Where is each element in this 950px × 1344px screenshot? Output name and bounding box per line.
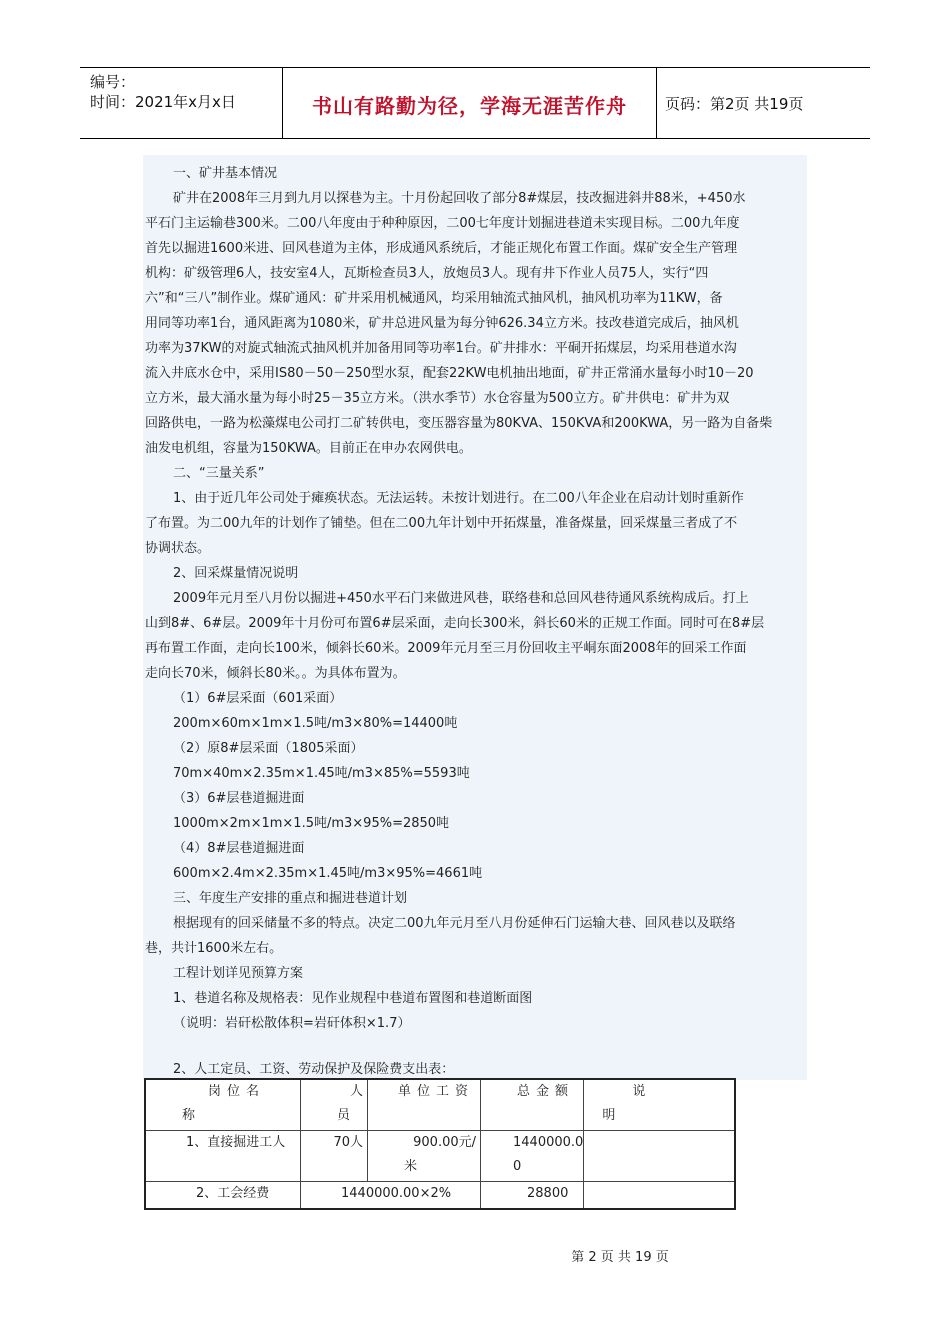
cell-post: 2、工会经费 <box>145 1182 301 1210</box>
cell-formula: 1440000.00×2% <box>301 1182 481 1210</box>
wage-table <box>144 1078 736 1210</box>
text-line: （2）原8#层采面（1805采面） <box>173 741 364 756</box>
page-footer: 第 2 页 共 19 页 <box>571 1250 669 1265</box>
text-line: 矿井在2008年三月到九月以探巷为主。十月份起回收了部分8#煤层，技改掘进斜井88米，+450水 <box>173 191 746 206</box>
formula-line: 200m×60m×1m×1.5吨/m3×80%=14400吨 <box>173 716 458 731</box>
doc-number-label: 编号： <box>90 73 136 91</box>
header-motto: 书山有路勤为径，学海无涯苦作舟 <box>312 94 627 118</box>
text-line: 用同等功率1台，通风距离为1080米，矿井总进风量为每分钟626.34立方米。技改巷道完成后，抽风机 <box>145 316 739 331</box>
cell-post: 1、直接掘进工人 <box>145 1131 301 1182</box>
text-line: （说明：岩矸松散体积=岩矸体积×1.7） <box>173 1016 411 1031</box>
section-heading: 二、“三量关系” <box>173 466 265 481</box>
cell-note <box>584 1131 735 1182</box>
header-motto-cell <box>283 68 657 138</box>
text-line: 协调状态。 <box>145 541 211 556</box>
doc-time-label: 时间：2021年x月x日 <box>90 93 236 111</box>
header-cell-total: 总金额 <box>481 1079 584 1131</box>
header-meta-cell <box>80 68 283 138</box>
text-line: （3）6#层巷道掘进面 <box>173 791 305 806</box>
text-line: （1）6#层采面（601采面） <box>173 691 343 706</box>
text-line: 再布置工作面，走向长100米，倾斜长60米。2009年元月至三月份回收主平峒东面2008年的回采工作面 <box>145 641 747 656</box>
header-cell-wage: 单位工资 <box>368 1079 481 1131</box>
text-line: 走向长70米，倾斜长80米。。为具体布置为。 <box>145 666 406 681</box>
text-line: 平石门主运输巷300米。二00八年度由于种种原因，二00七年度计划掘进巷道未实现目标。二00九年度 <box>145 216 740 231</box>
page-header <box>80 67 870 139</box>
text-line: 山到8#、6#层。2009年十月份可布置6#层采面，走向长300米，斜长60米的正规工作面。同时可在8#层 <box>145 616 765 631</box>
table-row <box>145 1182 735 1210</box>
text-line: 1、由于近几年公司处于瘫痪状态。无法运转。未按计划进行。在二00八年企业在启动计划时重新作 <box>173 491 744 506</box>
section-heading: 三、年度生产安排的重点和掘进巷道计划 <box>173 891 408 906</box>
header-cell-people: 人 员 <box>301 1079 368 1131</box>
section-heading: 一、矿井基本情况 <box>173 166 278 181</box>
text-line: 油发电机组，容量为150KWA。目前正在申办农网供电。 <box>145 441 472 456</box>
text-line: 了布置。为二00九年的计划作了铺垫。但在二00九年计划中开拓煤量，准备煤量，回采煤量三者成了不 <box>145 516 738 531</box>
table-header-row <box>145 1079 735 1131</box>
text-line: 功率为37KW的对旋式轴流式抽风机并加备用同等功率1台。矿井排水：平硐开拓煤层，均采用巷道水沟 <box>145 341 737 356</box>
cell-people: 70人 <box>301 1131 368 1182</box>
formula-line: 600m×2.4m×2.35m×1.45吨/m3×95%=4661吨 <box>173 866 483 881</box>
document-body <box>143 155 807 1080</box>
text-line: 2、人工定员、工资、劳动保护及保险费支出表： <box>173 1062 455 1077</box>
text-line: 回路供电，一路为松藻煤电公司打二矿转供电，变压器容量为80KVA、150KVA和200KWA，另一路为自备柴 <box>145 416 773 431</box>
text-line: 2009年元月至八月份以掘进+450水平石门来做进风巷，联络巷和总回风巷待通风系统构成后。打上 <box>173 591 749 606</box>
cell-total: 1440000.0 0 <box>481 1131 584 1182</box>
formula-line: 70m×40m×2.35m×1.45吨/m3×85%=5593吨 <box>173 766 470 781</box>
text-line: 巷，共计1600米左右。 <box>145 941 283 956</box>
text-line: 首先以掘进1600米进、回风巷道为主体，形成通风系统后，才能正规化布置工作面。煤矿安全生产管理 <box>145 241 738 256</box>
text-line: 机构：矿级管理6人，技安室4人，瓦斯检查员3人，放炮员3人。现有井下作业人员75人，实行“四 <box>145 266 709 281</box>
header-page-cell <box>657 68 870 138</box>
cell-note <box>584 1182 735 1210</box>
text-line: 工程计划详见预算方案 <box>173 966 304 981</box>
text-line: 六”和“三八”制作业。煤矿通风：矿井采用机械通风，均采用轴流式抽风机，抽风机功率为11KW，备 <box>145 291 723 306</box>
text-line: 根据现有的回采储量不多的特点。决定二00九年元月至八月份延伸石门运输大巷、回风巷以及联络 <box>173 916 736 931</box>
table-row <box>145 1131 735 1182</box>
header-cell-post: 岗位名 称 <box>145 1079 301 1131</box>
text-line: 流入井底水仓中，采用IS80－50－250型水泵，配套22KW电机抽出地面，矿井正常涌水量每小时10－20 <box>145 366 754 381</box>
cell-wage: 900.00元/ 米 <box>368 1131 481 1182</box>
header-page-number: 页码：第2页 共19页 <box>665 95 804 113</box>
subsection-heading: 2、回采煤量情况说明 <box>173 566 299 581</box>
formula-line: 1000m×2m×1m×1.5吨/m3×95%=2850吨 <box>173 816 450 831</box>
header-cell-note: 说 明 <box>584 1079 735 1131</box>
text-line: 1、巷道名称及规格表：见作业规程中巷道布置图和巷道断面图 <box>173 991 533 1006</box>
text-line: 立方米，最大涌水量为每小时25－35立方米。（洪水季节）水仓容量为500立方。矿井供电：矿井为双 <box>145 391 730 406</box>
text-line: （4）8#层巷道掘进面 <box>173 841 305 856</box>
cell-total: 28800 <box>481 1182 584 1210</box>
